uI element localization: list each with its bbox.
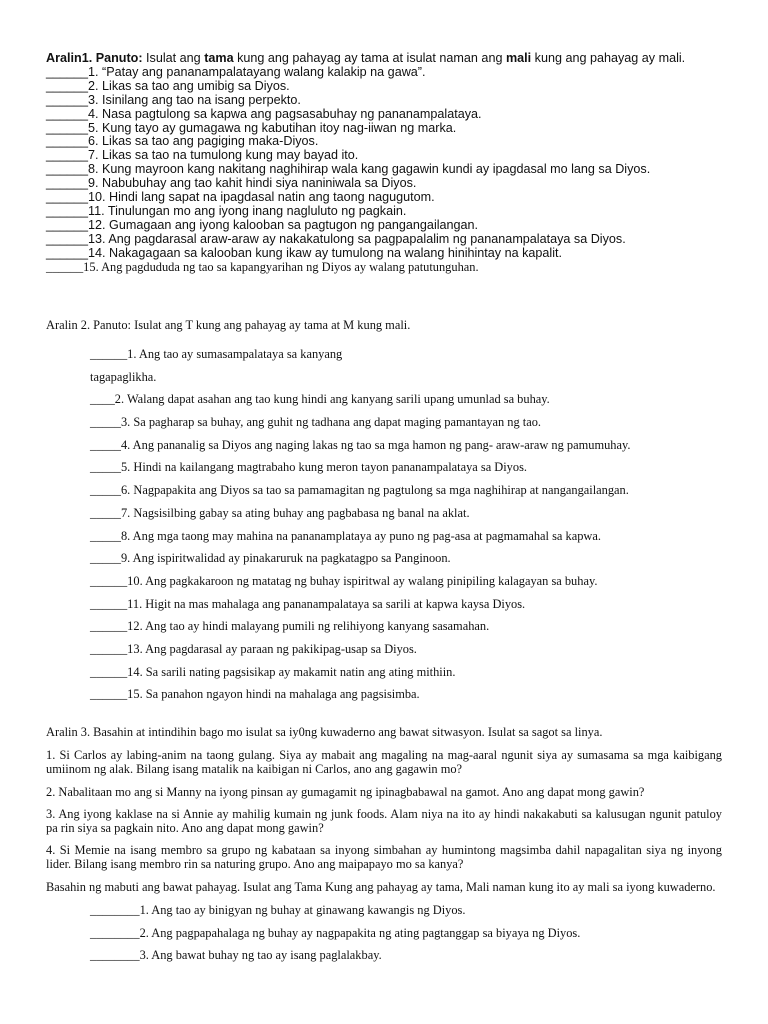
aralin-1-item: ______10. Hindi lang sapat na ipagdasal natin ang taong nagugutom. (46, 190, 435, 205)
aralin-1-item: ______9. Nabubuhay ang tao kahit hindi siya naniniwala sa Diyos. (46, 176, 417, 191)
aralin-2-item: _____3. Sa pagharap sa buhay, ang guhit ng tadhana ang dapat maging pamantayan ng tao. (90, 415, 541, 430)
aralin-2-item: ______10. Ang pagkakaroon ng matatag ng buhay ispiritwal ay walang pinipiling kalagayan sa buhay. (90, 573, 598, 588)
aralin-1-title: Aralin1. Panuto: (46, 51, 143, 65)
aralin-2-item: ______12. Ang tao ay hindi malayang pumili ng relihiyong kanyang sasamahan. (90, 619, 490, 634)
aralin-3-item: ________1. Ang tao ay binigyan ng buhay at ginawang kawangis ng Diyos. (90, 902, 466, 917)
aralin-2-item: ______11. Higit na mas mahalaga ang pananampalataya sa sarili at kapwa kaysa Diyos. (90, 596, 526, 611)
aralin-1-item: ______1. “Patay ang pananampalatayang walang kalakip na gawa”. (46, 64, 426, 79)
aralin-1-item: ______13. Ang pagdarasal araw-araw ay nakakatulong sa pagpapalalim ng pananampalataya sa Diyos. (46, 231, 626, 246)
aralin-2-item: _____8. Ang mga taong may mahina na pananamplataya ay puno ng pag-asa at pagmamahal sa kapwa. (90, 528, 601, 543)
aralin-1-item: ______5. Kung tayo ay gumagawa ng kabutihan itoy nag-iiwan ng marka. (46, 120, 457, 135)
situation-paragraph: 2. Nabalitaan mo ang si Manny na iyong pinsan ay gumagamit ng ipinagbabawal na gamot. Ano ang dapat mong gawin? (46, 784, 645, 799)
instruction-text: kung ang pahayag ay tama at isulat naman ang (233, 51, 506, 65)
aralin-3-section (46, 725, 722, 970)
aralin-3-item: ________3. Ang bawat buhay ng tao ay isang paglalakbay. (90, 948, 382, 963)
aralin-2-item: ____2. Walang dapat asahan ang tao kung hindi ang kanyang sarili upang umunlad sa buhay. (90, 392, 550, 407)
aralin-2-item: ______13. Ang pagdarasal ay paraan ng pakikipag-usap sa Diyos. (90, 641, 417, 656)
situation-paragraph: 1. Si Carlos ay labing-anim na taong gulang. Siya ay mabait ang magaling na mag-aaral ngunit siya ay sumasama sa mga kaibigang umiinom ng alak. Bilang isang matalik na kaibigan ni Carlos, ano ang gagawin mo? (46, 748, 722, 777)
aralin-2-item: tagapaglikha. (90, 369, 157, 384)
aralin-1-item: ______6. Likas sa tao ang pagiging maka-Diyos. (46, 134, 319, 149)
instruction-text: kung ang pahayag ay mali. (531, 51, 686, 65)
aralin-2-item: ______14. Sa sarili nating pagsisikap ay makamit natin ang ating mithiin. (90, 664, 456, 679)
instruction-text: Isulat ang (142, 51, 205, 65)
situation-paragraph: 3. Ang iyong kaklase na si Annie ay mahilig kumain ng junk foods. Alam niya na ito ay hindi nakakabuti sa kalusugan ngunit patuloy pa rin siya sa pagkain nito. Ano ang dapat mong gawin? (46, 806, 722, 836)
situation-paragraph: 4. Si Memie na isang membro sa grupo ng kabataan sa inyong simbahan ay humintong magsimba dahil napagalitan siya ng inyong lider. Bilang isang membro rin sa naturing grupo. Ano ang maipapayo mo sa kanya? (46, 843, 722, 872)
aralin-1-item: ______15. Ang pagdududa ng tao sa kapangyarihan ng Diyos ay walang patutunguhan. (46, 259, 479, 274)
aralin-1-section (46, 52, 726, 275)
aralin-1-item: ______3. Isinilang ang tao na isang perpekto. (46, 92, 301, 107)
aralin-2-item: _____4. Ang pananalig sa Diyos ang naging lakas ng tao sa mga hamon ng pang- araw-araw ng pamumuhay. (90, 437, 631, 452)
aralin-1-item: ______8. Kung mayroon kang nakitang naghihirap wala kang gagawin kundi ay ipagdasal mo lang sa Diyos. (46, 162, 651, 177)
aralin-1-item: ______14. Nakagagaan sa kalooban kung ikaw ay tumulong na walang hinihintay na kapalit. (46, 245, 563, 260)
aralin-2-item: _____7. Nagsisilbing gabay sa ating buhay ang pagbabasa ng banal na aklat. (90, 505, 470, 520)
aralin-1-item: ______4. Nasa pagtulong sa kapwa ang pagsasabuhay ng pananampalataya. (46, 106, 482, 121)
aralin-1-item: ______2. Likas sa tao ang umibig sa Diyos. (46, 78, 290, 93)
aralin-2-item: ______1. Ang tao ay sumasampalataya sa kanyang (90, 347, 343, 361)
aralin-1-item: ______7. Likas sa tao na tumulong kung may bayad ito. (46, 148, 359, 163)
keyword-tama: tama (204, 51, 234, 65)
aralin-1-instructions (46, 52, 726, 66)
aralin-2-item: ______15. Sa panahon ngayon hindi na mahalaga ang pagsisimba. (90, 687, 420, 702)
aralin-2-section (46, 318, 726, 709)
aralin-3-item: ________2. Ang pagpapahalaga ng buhay ay nagpapakita ng ating pagtanggap sa biyaya ng Diyos. (90, 925, 581, 940)
aralin-1-item: ______11. Tinulungan mo ang iyong inang nagluluto ng pagkain. (46, 203, 407, 218)
aralin-2-heading: Aralin 2. Panuto: Isulat ang T kung ang pahayag ay tama at M kung mali. (46, 318, 411, 332)
keyword-mali: mali (505, 51, 532, 65)
aralin-2-item: _____5. Hindi na kailangang magtrabaho kung meron tayon pananampalataya sa Diyos. (90, 460, 527, 475)
aralin-2-item: _____9. Ang ispiritwalidad ay pinakaruruk na pagkatagpo sa Panginoon. (90, 551, 451, 566)
aralin-2-item: _____6. Nagpapakita ang Diyos sa tao sa pamamagitan ng pagtulong sa mga naghihirap at nangangailangan. (90, 483, 629, 498)
tama-mali-instruction: Basahin ng mabuti ang bawat pahayag. Isulat ang Tama Kung ang pahayag ay tama, Mali naman kung ito ay mali sa iyong kuwaderno. (46, 879, 716, 894)
aralin-3-heading: Aralin 3. Basahin at intindihin bago mo isulat sa iy0ng kuwaderno ang bawat sitwasyon. Isulat sa sagot sa linya. (46, 725, 603, 739)
aralin-1-item: ______12. Gumagaan ang iyong kalooban sa pagtugon ng pangangailangan. (46, 217, 479, 232)
